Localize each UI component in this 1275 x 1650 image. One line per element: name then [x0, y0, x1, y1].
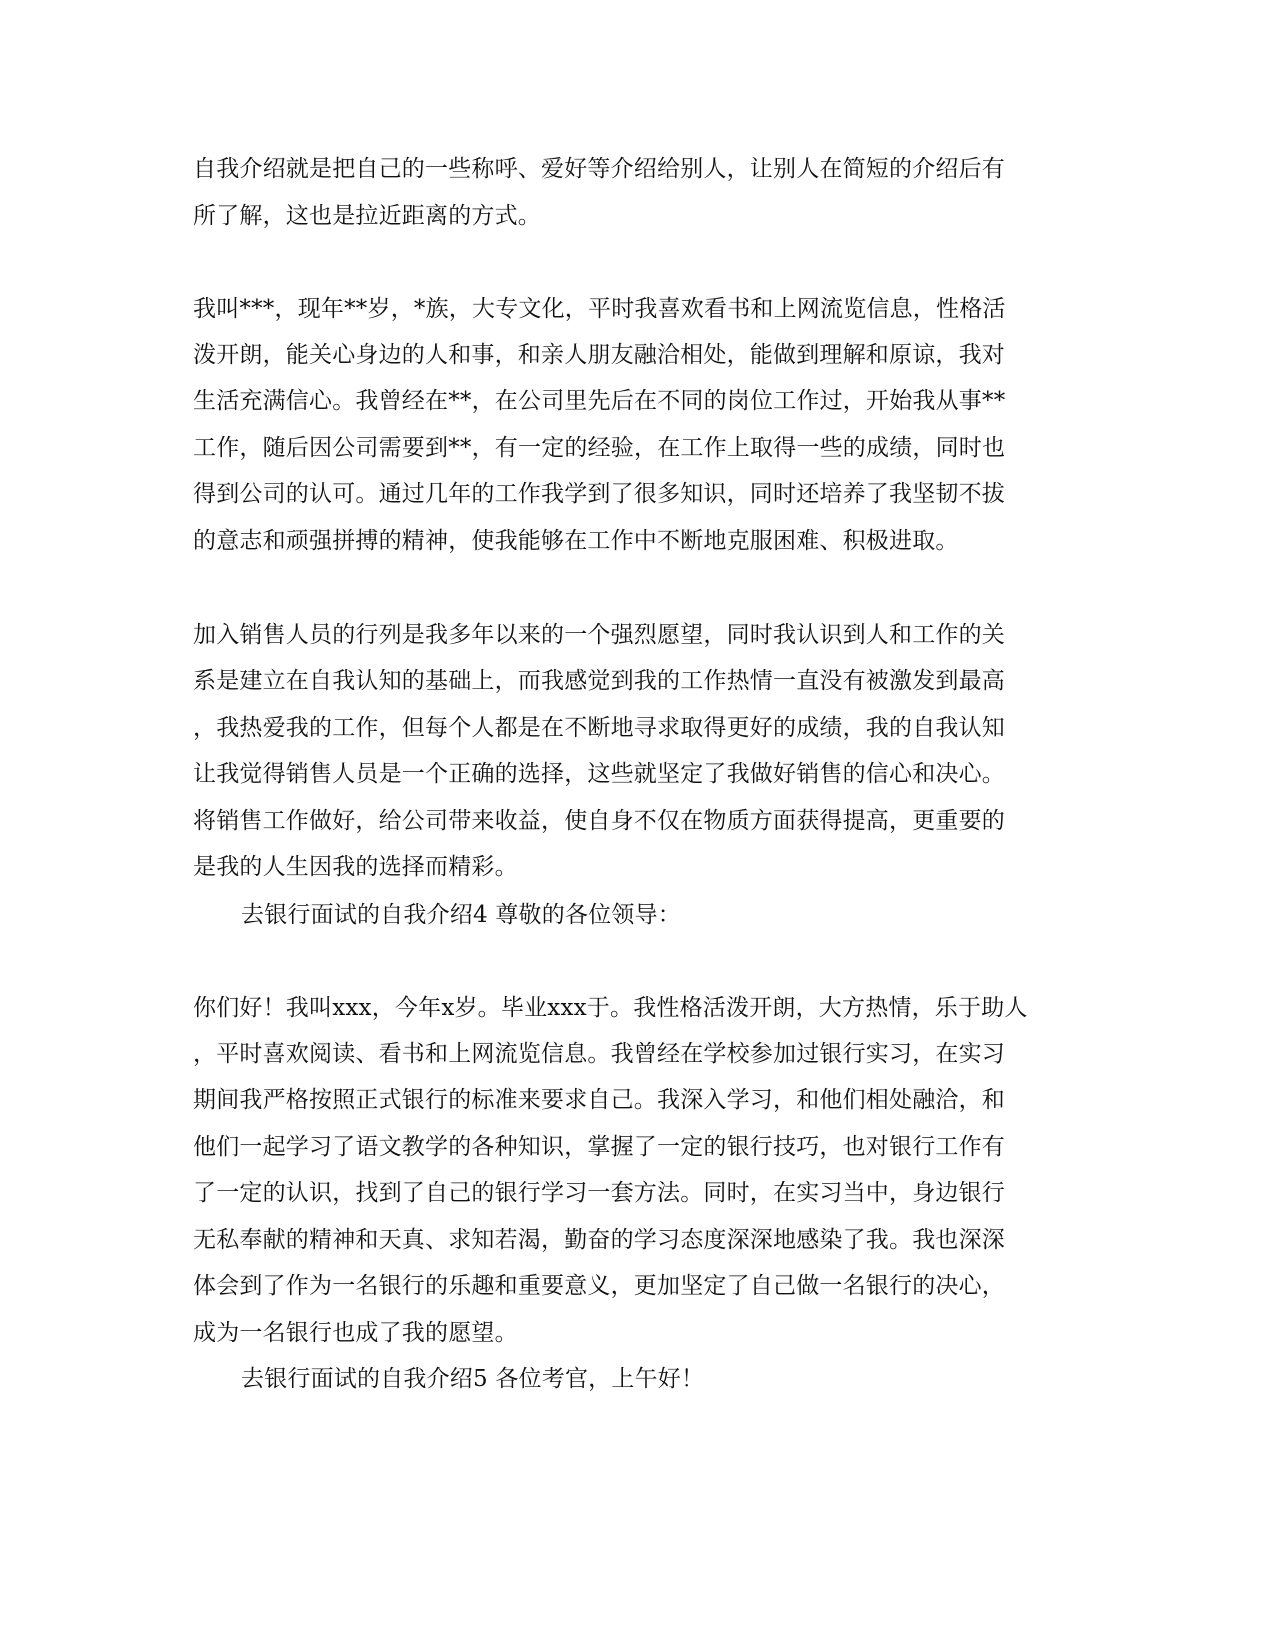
personal-background-line-2: 泼开朗，能关心身边的人和事，和亲人朋友融洽相处，能做到理解和原谅，我对 — [193, 342, 1005, 368]
intro-definition-line-1: 自我介绍就是把自己的一些称呼、爱好等介绍给别人，让别人在简短的介绍后有 — [193, 156, 1005, 182]
sales-motivation-line-4: 让我觉得销售人员是一个正确的选择，这些就坚定了我做好销售的信心和决心。 — [193, 761, 1005, 787]
personal-background-line-3: 生活充满信心。我曾经在**，在公司里先后在不同的岗位工作过，开始我从事** — [193, 388, 1006, 414]
bank-intro-4-line-7: 体会到了作为一名银行的乐趣和重要意义，更加坚定了自己做一名银行的决心， — [193, 1273, 1005, 1299]
personal-background-line-4: 工作，随后因公司需要到**，有一定的经验，在工作上取得一些的成绩，同时也 — [193, 435, 1006, 461]
bank-intro-4-line-3: 期间我严格按照正式银行的标准来要求自己。我深入学习，和他们相处融洽，和 — [193, 1087, 1005, 1113]
intro-definition-line-2: 所了解，这也是拉近距离的方式。 — [193, 203, 541, 229]
section-heading-5: 去银行面试的自我介绍5 各位考官，上午好！ — [241, 1366, 705, 1392]
bank-intro-4-line-6: 无私奉献的精神和天真、求知若渴，勤奋的学习态度深深地感染了我。我也深深 — [193, 1227, 1005, 1253]
personal-background-line-1: 我叫***，现年**岁，*族，大专文化，平时我喜欢看书和上网流览信息，性格活 — [193, 296, 1006, 322]
bank-intro-4-line-8: 成为一名银行也成了我的愿望。 — [193, 1320, 518, 1346]
section-heading-4: 去银行面试的自我介绍4 尊敬的各位领导： — [241, 902, 681, 928]
sales-motivation-line-6: 是我的人生因我的选择而精彩。 — [193, 854, 518, 880]
bank-intro-4-line-2: ，平时喜欢阅读、看书和上网流览信息。我曾经在学校参加过银行实习，在实习 — [193, 1041, 1005, 1067]
sales-motivation-line-5: 将销售工作做好，给公司带来收益，使自身不仅在物质方面获得提高，更重要的 — [193, 808, 1005, 834]
sales-motivation-line-3: ，我热爱我的工作，但每个人都是在不断地寻求取得更好的成绩，我的自我认知 — [193, 715, 1005, 741]
bank-intro-4-line-4: 他们一起学习了语文教学的各种知识，掌握了一定的银行技巧，也对银行工作有 — [193, 1134, 1005, 1160]
sales-motivation-line-1: 加入销售人员的行列是我多年以来的一个强烈愿望，同时我认识到人和工作的关 — [193, 622, 1005, 648]
bank-intro-4-line-5: 了一定的认识，找到了自己的银行学习一套方法。同时，在实习当中，身边银行 — [193, 1180, 1005, 1206]
personal-background-line-5: 得到公司的认可。通过几年的工作我学到了很多知识，同时还培养了我坚韧不拔 — [193, 481, 1005, 507]
bank-intro-4-line-1: 你们好！我叫xxx，今年x岁。毕业xxx于。我性格活泼开朗，大方热情，乐于助人 — [193, 995, 1028, 1021]
personal-background-line-6: 的意志和顽强拼搏的精神，使我能够在工作中不断地克服困难、积极进取。 — [193, 528, 959, 554]
sales-motivation-line-2: 系是建立在自我认知的基础上，而我感觉到我的工作热情一直没有被激发到最高 — [193, 668, 1005, 694]
